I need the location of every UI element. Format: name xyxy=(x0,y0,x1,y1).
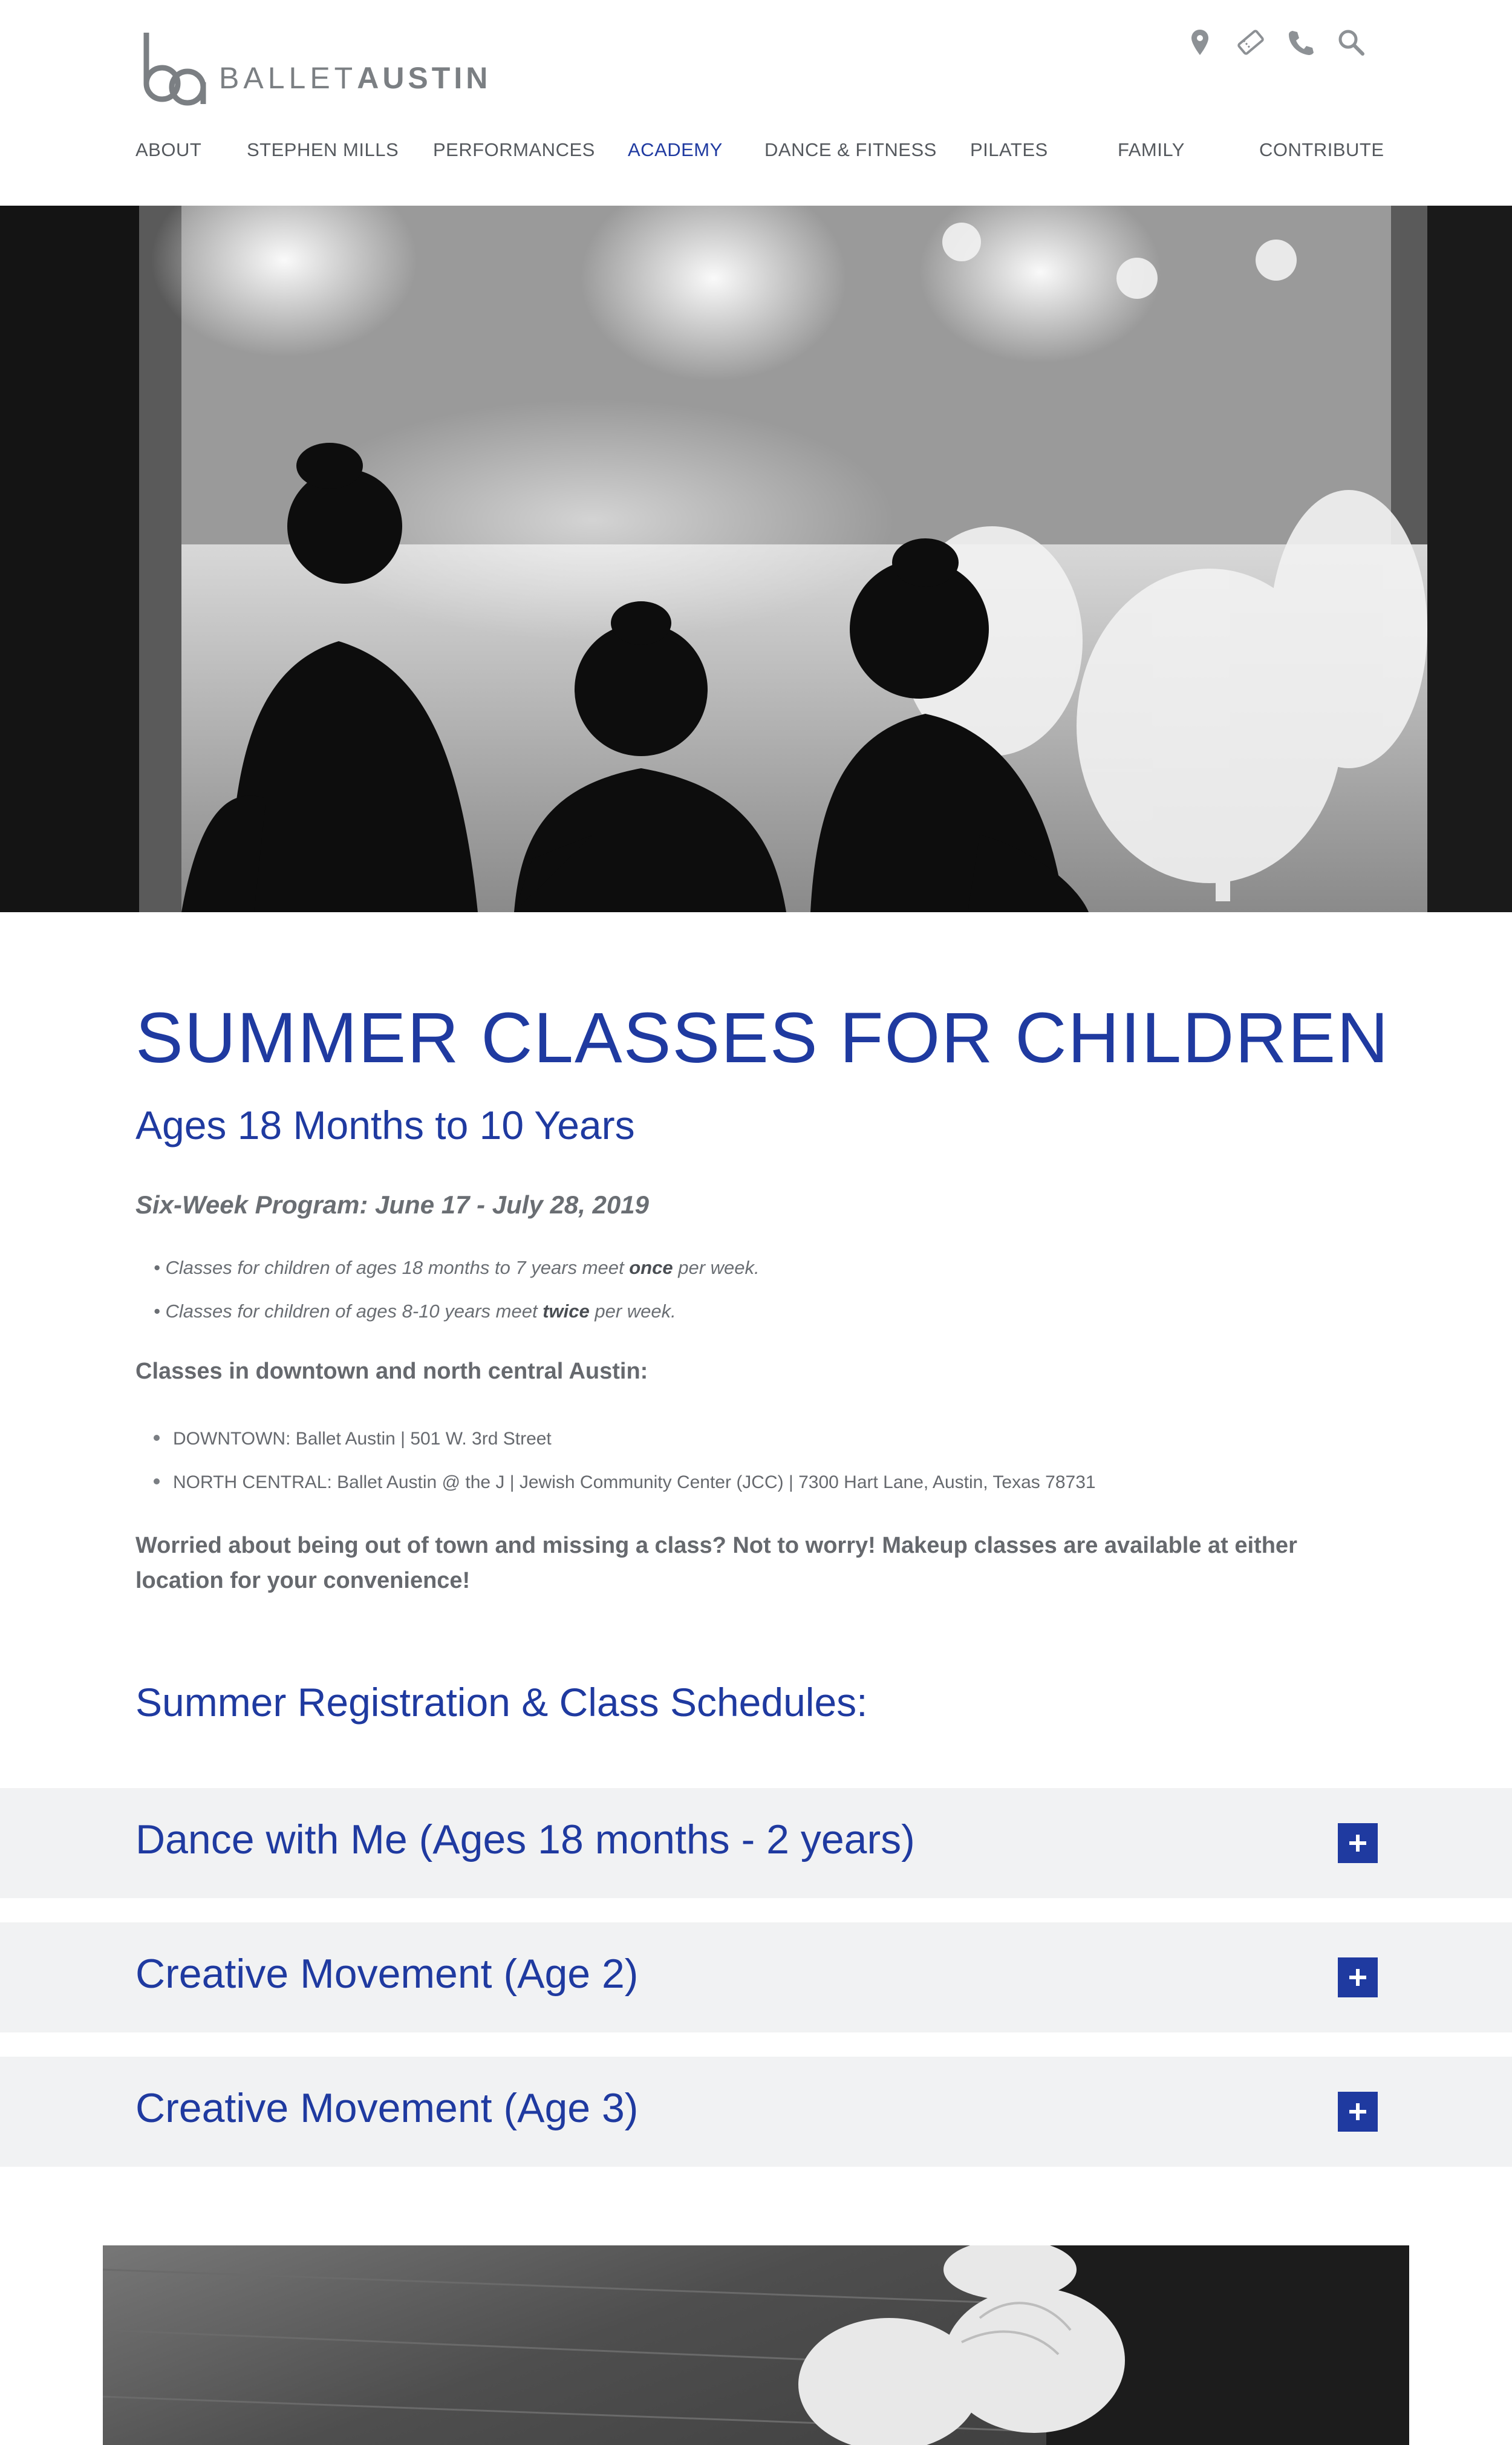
nav-item-contribute[interactable]: CONTRIBUTE xyxy=(1259,139,1384,160)
accordion-title: Creative Movement (Age 3) xyxy=(135,2085,639,2131)
nav-item-stephen-mills[interactable]: STEPHEN MILLS xyxy=(247,139,399,160)
hero-photo-illustration xyxy=(0,206,1512,912)
nav-item-pilates[interactable]: PILATES xyxy=(970,139,1048,160)
nav-item-family[interactable]: FAMILY xyxy=(1118,139,1185,160)
bullet-dot xyxy=(154,1478,160,1484)
bullet-text: per week. xyxy=(589,1301,676,1322)
search-icon[interactable] xyxy=(1333,24,1369,60)
bullet-frequency-older xyxy=(154,1301,676,1322)
expand-plus-icon[interactable] xyxy=(1338,2092,1378,2132)
ballet-shoes-image xyxy=(103,2245,1409,2445)
logo-wordmark xyxy=(219,60,491,96)
bullet-text: • Classes for children of ages 18 months to 7 years meet xyxy=(154,1257,630,1278)
ballet-shoes-illustration xyxy=(103,2245,1409,2445)
bullet-text: • Classes for children of ages 8-10 years meet xyxy=(154,1301,543,1322)
logo-wordmark-bold: AUSTIN xyxy=(357,61,492,95)
bullet-emphasis: twice xyxy=(543,1301,590,1322)
ticket-icon[interactable] xyxy=(1233,24,1269,60)
nav-item-performances[interactable]: PERFORMANCES xyxy=(433,139,595,160)
accordion-creative-movement-age-3[interactable] xyxy=(0,2057,1512,2167)
nav-item-academy[interactable]: ACADEMY xyxy=(628,139,723,160)
program-dates: Six-Week Program: June 17 - July 28, 2019 xyxy=(135,1190,649,1219)
page-subtitle: Ages 18 Months to 10 Years xyxy=(135,1103,635,1147)
bullet-emphasis: once xyxy=(629,1257,673,1278)
ba-logo-mark-icon xyxy=(134,29,213,108)
nav-item-about[interactable]: ABOUT xyxy=(135,139,202,160)
bullet-frequency-young xyxy=(154,1257,760,1279)
accordion-title: Dance with Me (Ages 18 months - 2 years) xyxy=(135,1817,915,1862)
expand-plus-icon[interactable] xyxy=(1338,1957,1378,1997)
ballet-austin-logo[interactable] xyxy=(134,29,491,108)
location-text: DOWNTOWN: Ballet Austin | 501 W. 3rd Street xyxy=(173,1429,552,1449)
location-downtown xyxy=(154,1429,552,1449)
bullet-text: per week. xyxy=(673,1257,760,1278)
expand-plus-icon[interactable] xyxy=(1338,1823,1378,1863)
main-nav xyxy=(0,139,1512,173)
logo-wordmark-light: BALLET xyxy=(219,61,357,95)
accordion-dance-with-me[interactable] xyxy=(0,1788,1512,1898)
locations-heading: Classes in downtown and north central Austin: xyxy=(135,1359,648,1384)
accordion-title: Creative Movement (Age 2) xyxy=(135,1951,639,1997)
hero-image xyxy=(0,206,1512,912)
accordion-creative-movement-age-2[interactable] xyxy=(0,1922,1512,2032)
location-text: NORTH CENTRAL: Ballet Austin @ the J | Jewish Community Center (JCC) | 7300 Hart Lane, Austin, Texas 78731 xyxy=(173,1472,1096,1492)
site-header xyxy=(0,0,1512,206)
page-title: SUMMER CLASSES FOR CHILDREN xyxy=(135,998,1390,1078)
location-pin-icon[interactable] xyxy=(1182,24,1218,60)
phone-icon[interactable] xyxy=(1282,24,1318,60)
nav-item-dance-fitness[interactable]: DANCE & FITNESS xyxy=(764,139,937,160)
bullet-dot xyxy=(154,1435,160,1441)
makeup-classes-note: Worried about being out of town and missing a class? Not to worry! Makeup classes are available at either location for your convenience! xyxy=(135,1533,1297,1593)
location-north-central xyxy=(154,1472,1096,1493)
registration-heading: Summer Registration & Class Schedules: xyxy=(135,1680,868,1725)
